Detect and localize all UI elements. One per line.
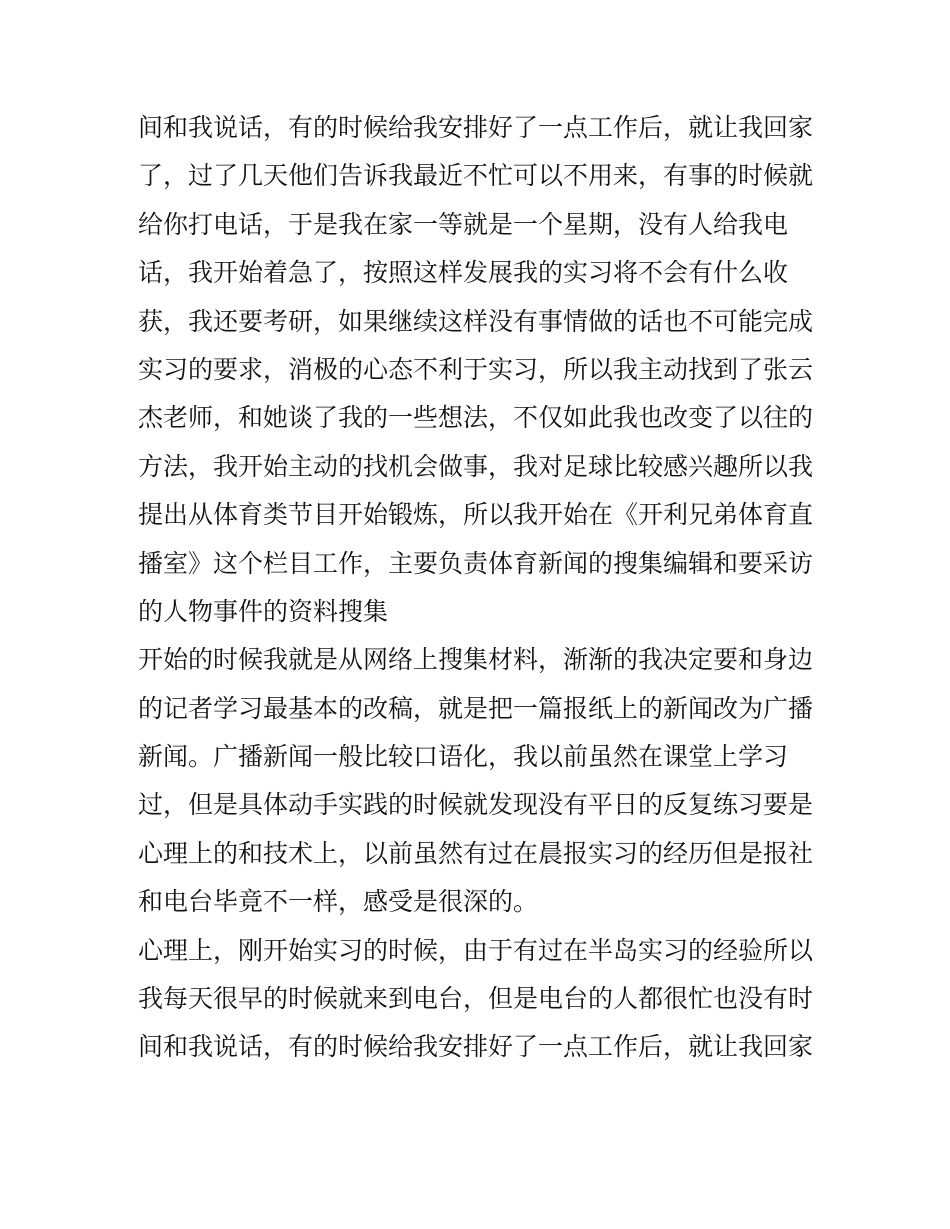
text-line-7: 杰老师，和她谈了我的一些想法，不仅如此我也改变了以往的 bbox=[138, 403, 814, 433]
text-line-14: 新闻。广播新闻一般比较口语化，我以前虽然在课堂上学习 bbox=[138, 742, 789, 772]
text-line-16: 心理上的和技术上，以前虽然有过在晨报实习的经历但是报社 bbox=[138, 838, 814, 868]
text-line-12: 开始的时候我就是从网络上搜集材料，渐渐的我决定要和身边 bbox=[138, 645, 814, 675]
text-line-10: 播室》这个栏目工作，主要负责体育新闻的搜集编辑和要采访 bbox=[138, 548, 814, 578]
body-text bbox=[138, 104, 818, 1072]
text-line-19: 我每天很早的时候就来到电台，但是电台的人都很忙也没有时 bbox=[138, 984, 814, 1014]
text-line-17: 和电台毕竟不一样，感受是很深的。 bbox=[138, 887, 539, 917]
text-line-8: 方法，我开始主动的找机会做事，我对足球比较感兴趣所以我 bbox=[138, 451, 814, 481]
text-line-2: 了，过了几天他们告诉我最近不忙可以不用来，有事的时候就 bbox=[138, 161, 814, 191]
text-line-9: 提出从体育类节目开始锻炼，所以我开始在《开利兄弟体育直 bbox=[138, 500, 814, 530]
text-line-18: 心理上，刚开始实习的时候，由于有过在半岛实习的经验所以 bbox=[138, 935, 814, 965]
text-line-5: 获，我还要考研，如果继续这样没有事情做的话也不可能完成 bbox=[138, 306, 814, 336]
text-line-13: 的记者学习最基本的改稿，就是把一篇报纸上的新闻改为广播 bbox=[138, 693, 814, 723]
text-line-1: 间和我说话，有的时候给我安排好了一点工作后，就让我回家 bbox=[138, 113, 814, 142]
text-line-6: 实习的要求，消极的心态不利于实习，所以我主动找到了张云 bbox=[138, 354, 814, 384]
text-line-20: 间和我说话，有的时候给我安排好了一点工作后，就让我回家 bbox=[138, 1032, 814, 1062]
text-line-4: 话，我开始着急了，按照这样发展我的实习将不会有什么收 bbox=[138, 258, 789, 288]
text-line-11: 的人物事件的资料搜集 bbox=[138, 596, 389, 626]
text-line-3: 给你打电话，于是我在家一等就是一个星期，没有人给我电 bbox=[138, 209, 789, 239]
text-line-15: 过，但是具体动手实践的时候就发现没有平日的反复练习要是 bbox=[138, 790, 814, 820]
